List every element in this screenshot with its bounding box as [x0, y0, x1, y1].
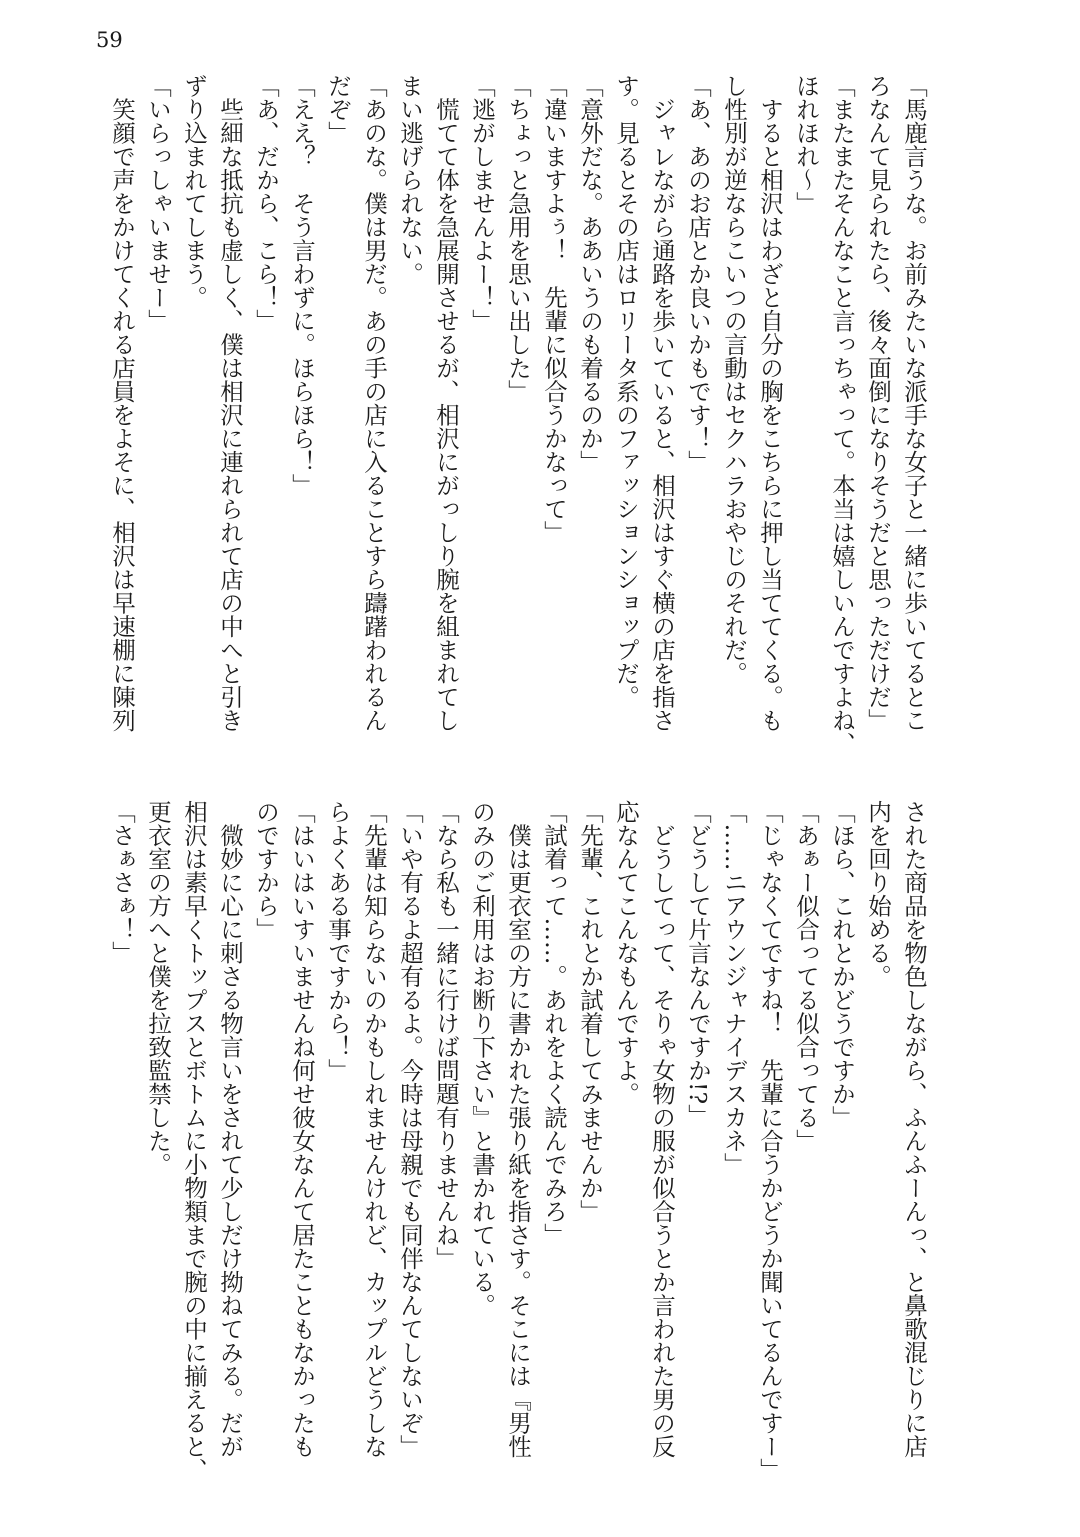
text-line: 「なら私も一緒に行けば問題有りませんね」	[432, 800, 460, 1270]
text-line: す。見るとその店はロリータ系のファッションショップだ。	[612, 74, 640, 709]
text-line: 笑顔で声をかけてくれる店員をよそに、相沢は早速棚に陳列	[108, 74, 136, 732]
text-line: だぞ」	[324, 74, 352, 145]
text-line: 内を回り始める。	[864, 800, 892, 988]
text-line: 「馬鹿言うな。お前みたいな派手な女子と一緒に歩いてるとこ	[900, 74, 928, 732]
text-line: まい逃げられない。	[396, 74, 424, 286]
page-number: 59	[96, 28, 123, 52]
text-line: 「ほら、これとかどうですか」	[828, 800, 856, 1129]
text-line: 「意外だな。ああいうのも着るのか」	[576, 74, 604, 474]
text-line: 「あのな。僕は男だ。あの手の店に入ることすら躊躇われるん	[360, 74, 388, 732]
text-line: 些細な抵抗も虚しく、僕は相沢に連れられて店の中へと引き	[216, 74, 244, 732]
text-line: 「先輩は知らないのかもしれませんけれど、カップルどうしな	[360, 800, 388, 1458]
text-line: 「またまたそんなこと言っちゃって。本当は嬉しいんですよね、	[828, 74, 856, 756]
text-line: 「あぁー似合ってる似合ってる」	[792, 800, 820, 1153]
text-line: 「いらっしゃいませー」	[144, 74, 172, 333]
text-line: 「じゃなくてですね！ 先輩に合うかどうか聞いてるんですー」	[756, 800, 784, 1482]
text-line: 慌てて体を急展開させるが、相沢にがっしり腕を組まれてし	[432, 74, 460, 732]
text-block-bottom	[92, 800, 932, 1512]
text-line: のですから」	[252, 800, 280, 941]
text-line: どうしてって、そりゃ女物の服が似合うとか言われた男の反	[648, 800, 676, 1458]
text-line: 「いや有るよ超有るよ。今時は母親でも同伴なんてしないぞ」	[396, 800, 424, 1458]
text-line: ジャレながら通路を歩いていると、相沢はすぐ横の店を指さ	[648, 74, 676, 732]
text-line: 「ええ？ そう言わずに。ほらほら！」	[288, 74, 316, 497]
text-line: 「……ニアウンジャナイデスカネ」	[720, 800, 748, 1176]
text-line: 相沢は素早くトップスとボトムに小物類まで腕の中に揃えると、	[180, 800, 208, 1482]
text-line: のみのご利用はお断り下さい』と書かれている。	[468, 800, 496, 1317]
text-line: 「さぁさぁ！」	[108, 800, 136, 965]
text-line: 「はいはいすいませんね何せ彼女なんて居たこともなかったも	[288, 800, 316, 1458]
text-line: すると相沢はわざと自分の胸をこちらに押し当ててくる。も	[756, 74, 784, 732]
text-line: 「先輩、これとか試着してみませんか」	[576, 800, 604, 1223]
text-line: 僕は更衣室の方に書かれた張り紙を指さす。そこには『男性	[504, 800, 532, 1458]
text-line: 「どうして片言なんですか!?」	[684, 800, 712, 1128]
text-line: らよくある事ですから！」	[324, 800, 352, 1082]
text-line: 「あ、あのお店とか良いかもです！」	[684, 74, 712, 474]
text-line: 「あ、だから、こら！」	[252, 74, 280, 333]
text-block-top	[92, 74, 932, 786]
text-line: 微妙に心に刺さる物言いをされて少しだけ拗ねてみる。だが	[216, 800, 244, 1458]
text-line: 「試着って……。あれをよく読んでみろ」	[540, 800, 568, 1247]
text-line: された商品を物色しながら、ふんふーんっ、と鼻歌混じりに店	[900, 800, 928, 1458]
text-line: 「違いますよぅ！ 先輩に似合うかなって」	[540, 74, 568, 544]
text-line: 「ちょっと急用を思い出した」	[504, 74, 532, 403]
text-line: 応なんてこんなもんですよ。	[612, 800, 640, 1106]
text-line: ろなんて見られたら、後々面倒になりそうだと思っただけだ」	[864, 74, 892, 732]
text-line: 「逃がしませんよー！」	[468, 74, 496, 333]
text-line: し性別が逆ならこいつの言動はセクハラおやじのそれだ。	[720, 74, 748, 685]
text-line: ずり込まれてしまう。	[180, 74, 208, 309]
text-line: ほれほれ〜」	[792, 74, 820, 215]
text-line: 更衣室の方へと僕を拉致監禁した。	[144, 800, 172, 1176]
